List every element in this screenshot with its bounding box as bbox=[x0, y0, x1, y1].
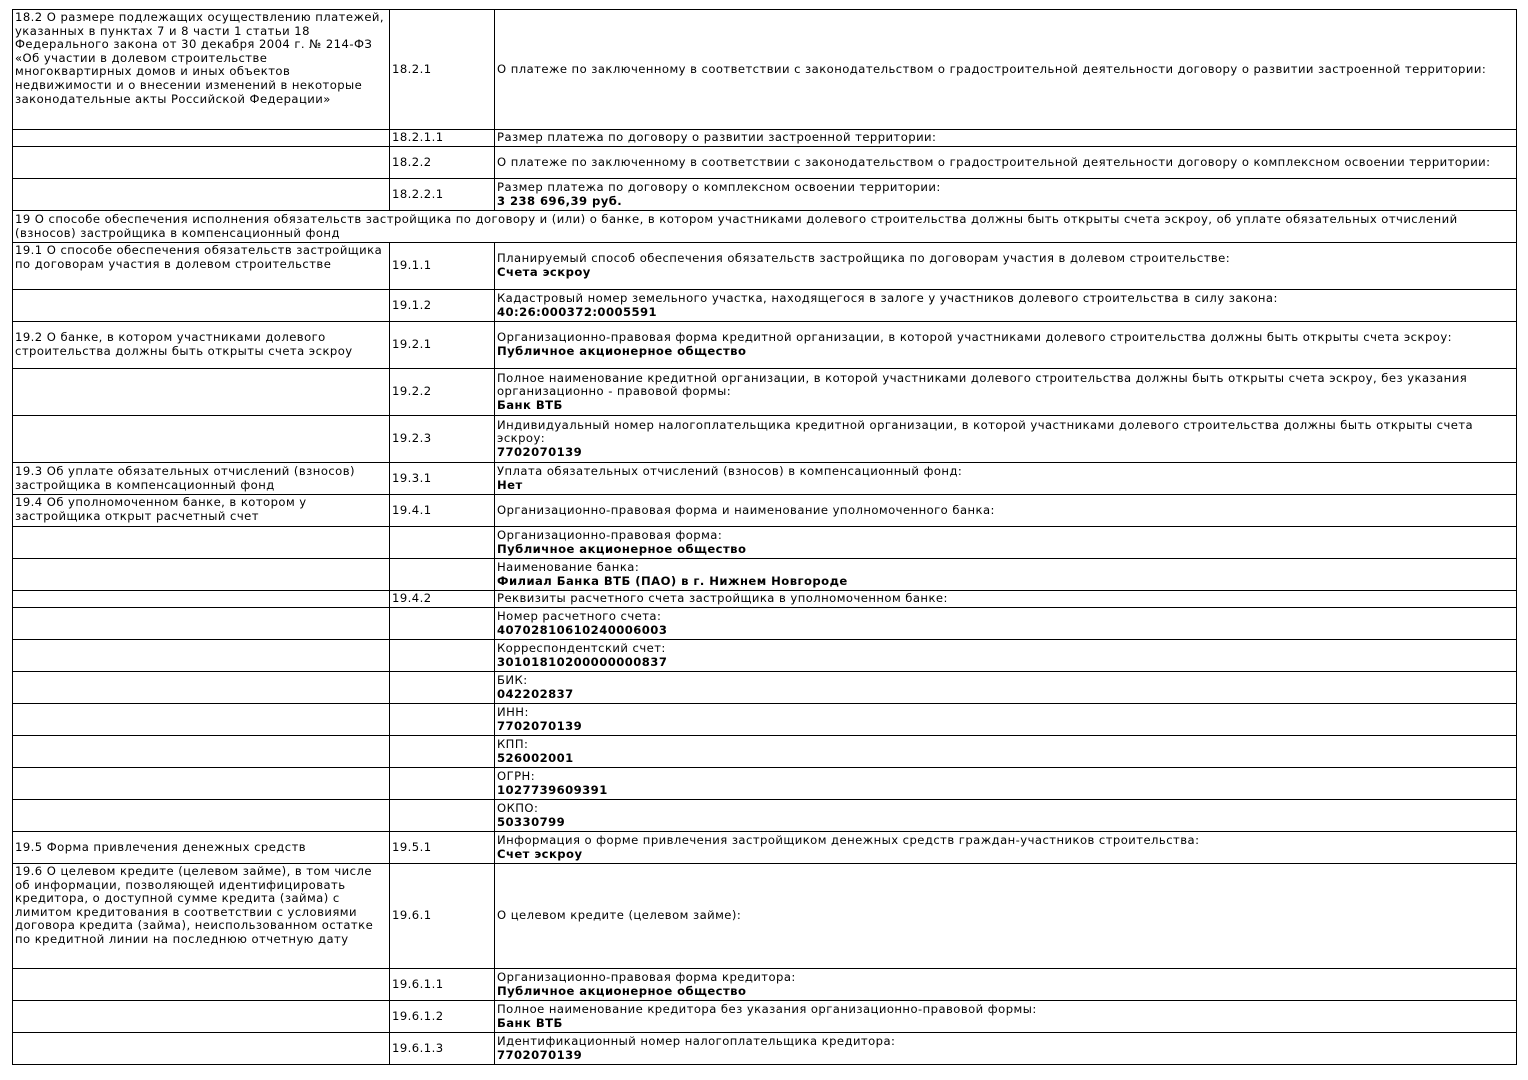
table-row bbox=[13, 416, 1517, 463]
table-row bbox=[13, 608, 1517, 640]
value-cell bbox=[495, 527, 1517, 559]
table-row bbox=[13, 130, 1517, 147]
value-cell bbox=[495, 463, 1517, 495]
field-label: БИК: bbox=[497, 672, 528, 687]
field-label: Наименование банка: bbox=[497, 559, 640, 574]
field-label: Информация о форме привлечения застройщиком денежных средств граждан-участников строительства: bbox=[497, 832, 1200, 847]
table-row bbox=[13, 591, 1517, 608]
field-label: КПП: bbox=[497, 736, 529, 751]
field-label: О платеже по заключенному в соответствии с законодательством о градостроительной деятельности договору о развитии застроенной территории: bbox=[497, 61, 1487, 76]
field-label: О целевом кредите (целевом займе): bbox=[497, 908, 742, 923]
code-cell: 19.1.2 bbox=[390, 290, 495, 322]
field-label: Кадастровый номер земельного участка, находящегося в залоге у участников долевого строительства в силу закона: bbox=[497, 290, 1278, 305]
value-cell bbox=[495, 243, 1517, 290]
code-cell bbox=[390, 704, 495, 736]
code-cell: 19.2.1 bbox=[390, 322, 495, 369]
code-cell bbox=[390, 800, 495, 832]
value-cell bbox=[495, 591, 1517, 608]
section-cell bbox=[13, 800, 390, 832]
section-cell bbox=[13, 147, 390, 179]
section-cell bbox=[13, 527, 390, 559]
field-label: Полное наименование кредитора без указания организационно-правовой формы: bbox=[497, 1001, 1037, 1016]
table-row bbox=[13, 1001, 1517, 1033]
code-cell: 19.1.1 bbox=[390, 243, 495, 290]
table-row bbox=[13, 800, 1517, 832]
table-row bbox=[13, 369, 1517, 416]
value-cell bbox=[495, 290, 1517, 322]
table-row bbox=[13, 559, 1517, 591]
table-row bbox=[13, 864, 1517, 969]
section-cell: 19.4 Об уполномоченном банке, в котором у застройщика открыт расчетный счет bbox=[13, 495, 390, 527]
value-cell bbox=[495, 800, 1517, 832]
section-cell: 19.3 Об уплате обязательных отчислений (взносов) застройщика в компенсационный фонд bbox=[13, 463, 390, 495]
value-cell bbox=[495, 10, 1517, 130]
field-value: 40:26:000372:0005591 bbox=[497, 304, 658, 319]
section-cell bbox=[13, 559, 390, 591]
value-cell bbox=[495, 672, 1517, 704]
code-cell bbox=[390, 559, 495, 591]
field-label: Корреспондентский счет: bbox=[497, 640, 666, 655]
field-value: Публичное акционерное общество bbox=[497, 541, 747, 556]
section-cell bbox=[13, 1001, 390, 1033]
table-row bbox=[13, 832, 1517, 864]
section-cell bbox=[13, 591, 390, 608]
field-value: Счета эскроу bbox=[497, 265, 591, 279]
value-cell bbox=[495, 832, 1517, 864]
section-cell: 18.2 О размере подлежащих осуществлению платежей, указанных в пунктах 7 и 8 части 1 статьи 18 Федерального закона от 30 декабря 2004 г. № 214-ФЗ «Об участии в долевом строительстве многоквартирных домов и иных объектов недвижимости и о внесении изменений в некоторые законодательные акты Российской Федерации» bbox=[13, 10, 390, 130]
field-label: Полное наименование кредитной организации, в которой участниками долевого строительства должны быть открыты счета эскроу, без указания организационно - правовой формы: bbox=[497, 370, 1468, 399]
value-cell bbox=[495, 969, 1517, 1001]
field-value: 042202837 bbox=[497, 686, 574, 701]
value-cell bbox=[495, 147, 1517, 179]
code-cell bbox=[390, 736, 495, 768]
field-label: ОКПО: bbox=[497, 800, 539, 815]
code-cell bbox=[390, 608, 495, 640]
table-row bbox=[13, 768, 1517, 800]
code-cell: 19.4.1 bbox=[390, 495, 495, 527]
field-value: 7702070139 bbox=[497, 444, 583, 459]
value-cell bbox=[495, 559, 1517, 591]
disclosure-table bbox=[12, 9, 1517, 1065]
table-row bbox=[13, 495, 1517, 527]
value-cell bbox=[495, 495, 1517, 527]
field-value: 3 238 696,39 руб. bbox=[497, 193, 623, 208]
table-row bbox=[13, 1033, 1517, 1065]
section-cell bbox=[13, 179, 390, 211]
value-cell bbox=[495, 1033, 1517, 1065]
field-label: ОГРН: bbox=[497, 768, 536, 783]
table-row bbox=[13, 463, 1517, 495]
section-cell bbox=[13, 130, 390, 147]
code-cell: 19.2.3 bbox=[390, 416, 495, 463]
field-label: Размер платежа по договору о развитии застроенной территории: bbox=[497, 130, 937, 145]
field-value: Филиал Банка ВТБ (ПАО) в г. Нижнем Новгороде bbox=[497, 573, 848, 588]
field-value: 50330799 bbox=[497, 814, 566, 829]
code-cell: 19.5.1 bbox=[390, 832, 495, 864]
table-row bbox=[13, 640, 1517, 672]
table-row bbox=[13, 322, 1517, 369]
section-cell bbox=[13, 736, 390, 768]
code-cell: 19.6.1.1 bbox=[390, 969, 495, 1001]
code-cell bbox=[390, 768, 495, 800]
code-cell: 18.2.2.1 bbox=[390, 179, 495, 211]
table-row bbox=[13, 969, 1517, 1001]
field-label: Индивидуальный номер налогоплательщика кредитной организации, в которой участниками долевого строительства должны быть открыты счета эскроу: bbox=[497, 417, 1474, 446]
table-row bbox=[13, 527, 1517, 559]
code-cell: 19.3.1 bbox=[390, 463, 495, 495]
value-cell bbox=[495, 416, 1517, 463]
value-cell bbox=[495, 704, 1517, 736]
section-cell bbox=[13, 608, 390, 640]
code-cell: 18.2.1.1 bbox=[390, 130, 495, 147]
value-cell bbox=[495, 640, 1517, 672]
code-cell bbox=[390, 527, 495, 559]
field-value: Публичное акционерное общество bbox=[497, 344, 747, 358]
section-heading-row bbox=[13, 211, 1517, 243]
table-row bbox=[13, 10, 1517, 130]
code-cell: 19.4.2 bbox=[390, 591, 495, 608]
table-row bbox=[13, 243, 1517, 290]
code-cell: 18.2.2 bbox=[390, 147, 495, 179]
value-cell bbox=[495, 130, 1517, 147]
field-value: Нет bbox=[497, 477, 523, 492]
field-label: Организационно-правовая форма: bbox=[497, 527, 723, 542]
field-label: Организационно-правовая форма кредитора: bbox=[497, 969, 796, 984]
value-cell bbox=[495, 608, 1517, 640]
table-row bbox=[13, 704, 1517, 736]
code-cell: 19.2.2 bbox=[390, 369, 495, 416]
field-label: Организационно-правовая форма кредитной организации, в которой участниками долевого строительства должны быть открыты счета эскроу: bbox=[497, 330, 1452, 345]
field-label: Идентификационный номер налогоплательщика кредитора: bbox=[497, 1033, 896, 1048]
code-cell: 19.6.1.3 bbox=[390, 1033, 495, 1065]
value-cell bbox=[495, 369, 1517, 416]
table-row bbox=[13, 290, 1517, 322]
code-cell: 19.6.1 bbox=[390, 864, 495, 969]
field-value: 7702070139 bbox=[497, 1047, 583, 1062]
field-label: ИНН: bbox=[497, 704, 529, 719]
field-value: 7702070139 bbox=[497, 718, 583, 733]
section-cell bbox=[13, 672, 390, 704]
section-cell bbox=[13, 369, 390, 416]
table-row bbox=[13, 736, 1517, 768]
field-label: Планируемый способ обеспечения обязательств застройщика по договорам участия в долевом строительстве: bbox=[497, 251, 1231, 266]
section-cell: 19.1 О способе обеспечения обязательств застройщика по договорам участия в долевом строительстве bbox=[13, 243, 390, 290]
section-cell bbox=[13, 1033, 390, 1065]
field-value: 40702810610240006003 bbox=[497, 622, 668, 637]
field-label: О платеже по заключенному в соответствии с законодательством о градостроительной деятельности договору о комплексном освоении территории: bbox=[497, 154, 1491, 169]
section-heading: 19 О способе обеспечения исполнения обязательств застройщика по договору и (или) о банке, в котором участниками долевого строительства должны быть открыты счета эскроу, об уплате обязательных отчислений (взносов) застройщика в компенсационный фонд bbox=[13, 211, 1517, 243]
value-cell bbox=[495, 736, 1517, 768]
table-row bbox=[13, 147, 1517, 179]
section-cell bbox=[13, 768, 390, 800]
section-cell bbox=[13, 969, 390, 1001]
section-cell: 19.2 О банке, в котором участниками долевого строительства должны быть открыты счета эскроу bbox=[13, 322, 390, 369]
section-cell bbox=[13, 704, 390, 736]
field-value: Счет эскроу bbox=[497, 846, 583, 861]
value-cell bbox=[495, 179, 1517, 211]
value-cell bbox=[495, 864, 1517, 969]
value-cell bbox=[495, 768, 1517, 800]
value-cell bbox=[495, 322, 1517, 369]
field-value: Публичное акционерное общество bbox=[497, 983, 747, 998]
field-label: Организационно-правовая форма и наименование уполномоченного банка: bbox=[497, 502, 995, 517]
value-cell bbox=[495, 1001, 1517, 1033]
section-cell bbox=[13, 290, 390, 322]
field-value: 30101810200000000837 bbox=[497, 654, 668, 669]
field-label: Уплата обязательных отчислений (взносов) в компенсационный фонд: bbox=[497, 463, 963, 478]
section-cell bbox=[13, 416, 390, 463]
field-label: Реквизиты расчетного счета застройщика в уполномоченном банке: bbox=[497, 591, 948, 606]
code-cell: 19.6.1.2 bbox=[390, 1001, 495, 1033]
section-cell: 19.5 Форма привлечения денежных средств bbox=[13, 832, 390, 864]
table-row bbox=[13, 672, 1517, 704]
code-cell bbox=[390, 672, 495, 704]
field-value: 1027739609391 bbox=[497, 782, 608, 797]
field-value: Банк ВТБ bbox=[497, 1015, 563, 1030]
field-value: 526002001 bbox=[497, 750, 574, 765]
table-row bbox=[13, 179, 1517, 211]
section-cell: 19.6 О целевом кредите (целевом займе), в том числе об информации, позволяющей идентифицировать кредитора, о доступной сумме кредита (займа) с лимитом кредитования в соответствии с условиями договора кредита (займа), неиспользованном остатке по кредитной линии на последнюю отчетную дату bbox=[13, 864, 390, 969]
field-label: Размер платежа по договору о комплексном освоении территории: bbox=[497, 179, 941, 194]
field-value: Банк ВТБ bbox=[497, 397, 563, 412]
field-label: Номер расчетного счета: bbox=[497, 608, 662, 623]
code-cell: 18.2.1 bbox=[390, 10, 495, 130]
section-cell bbox=[13, 640, 390, 672]
code-cell bbox=[390, 640, 495, 672]
